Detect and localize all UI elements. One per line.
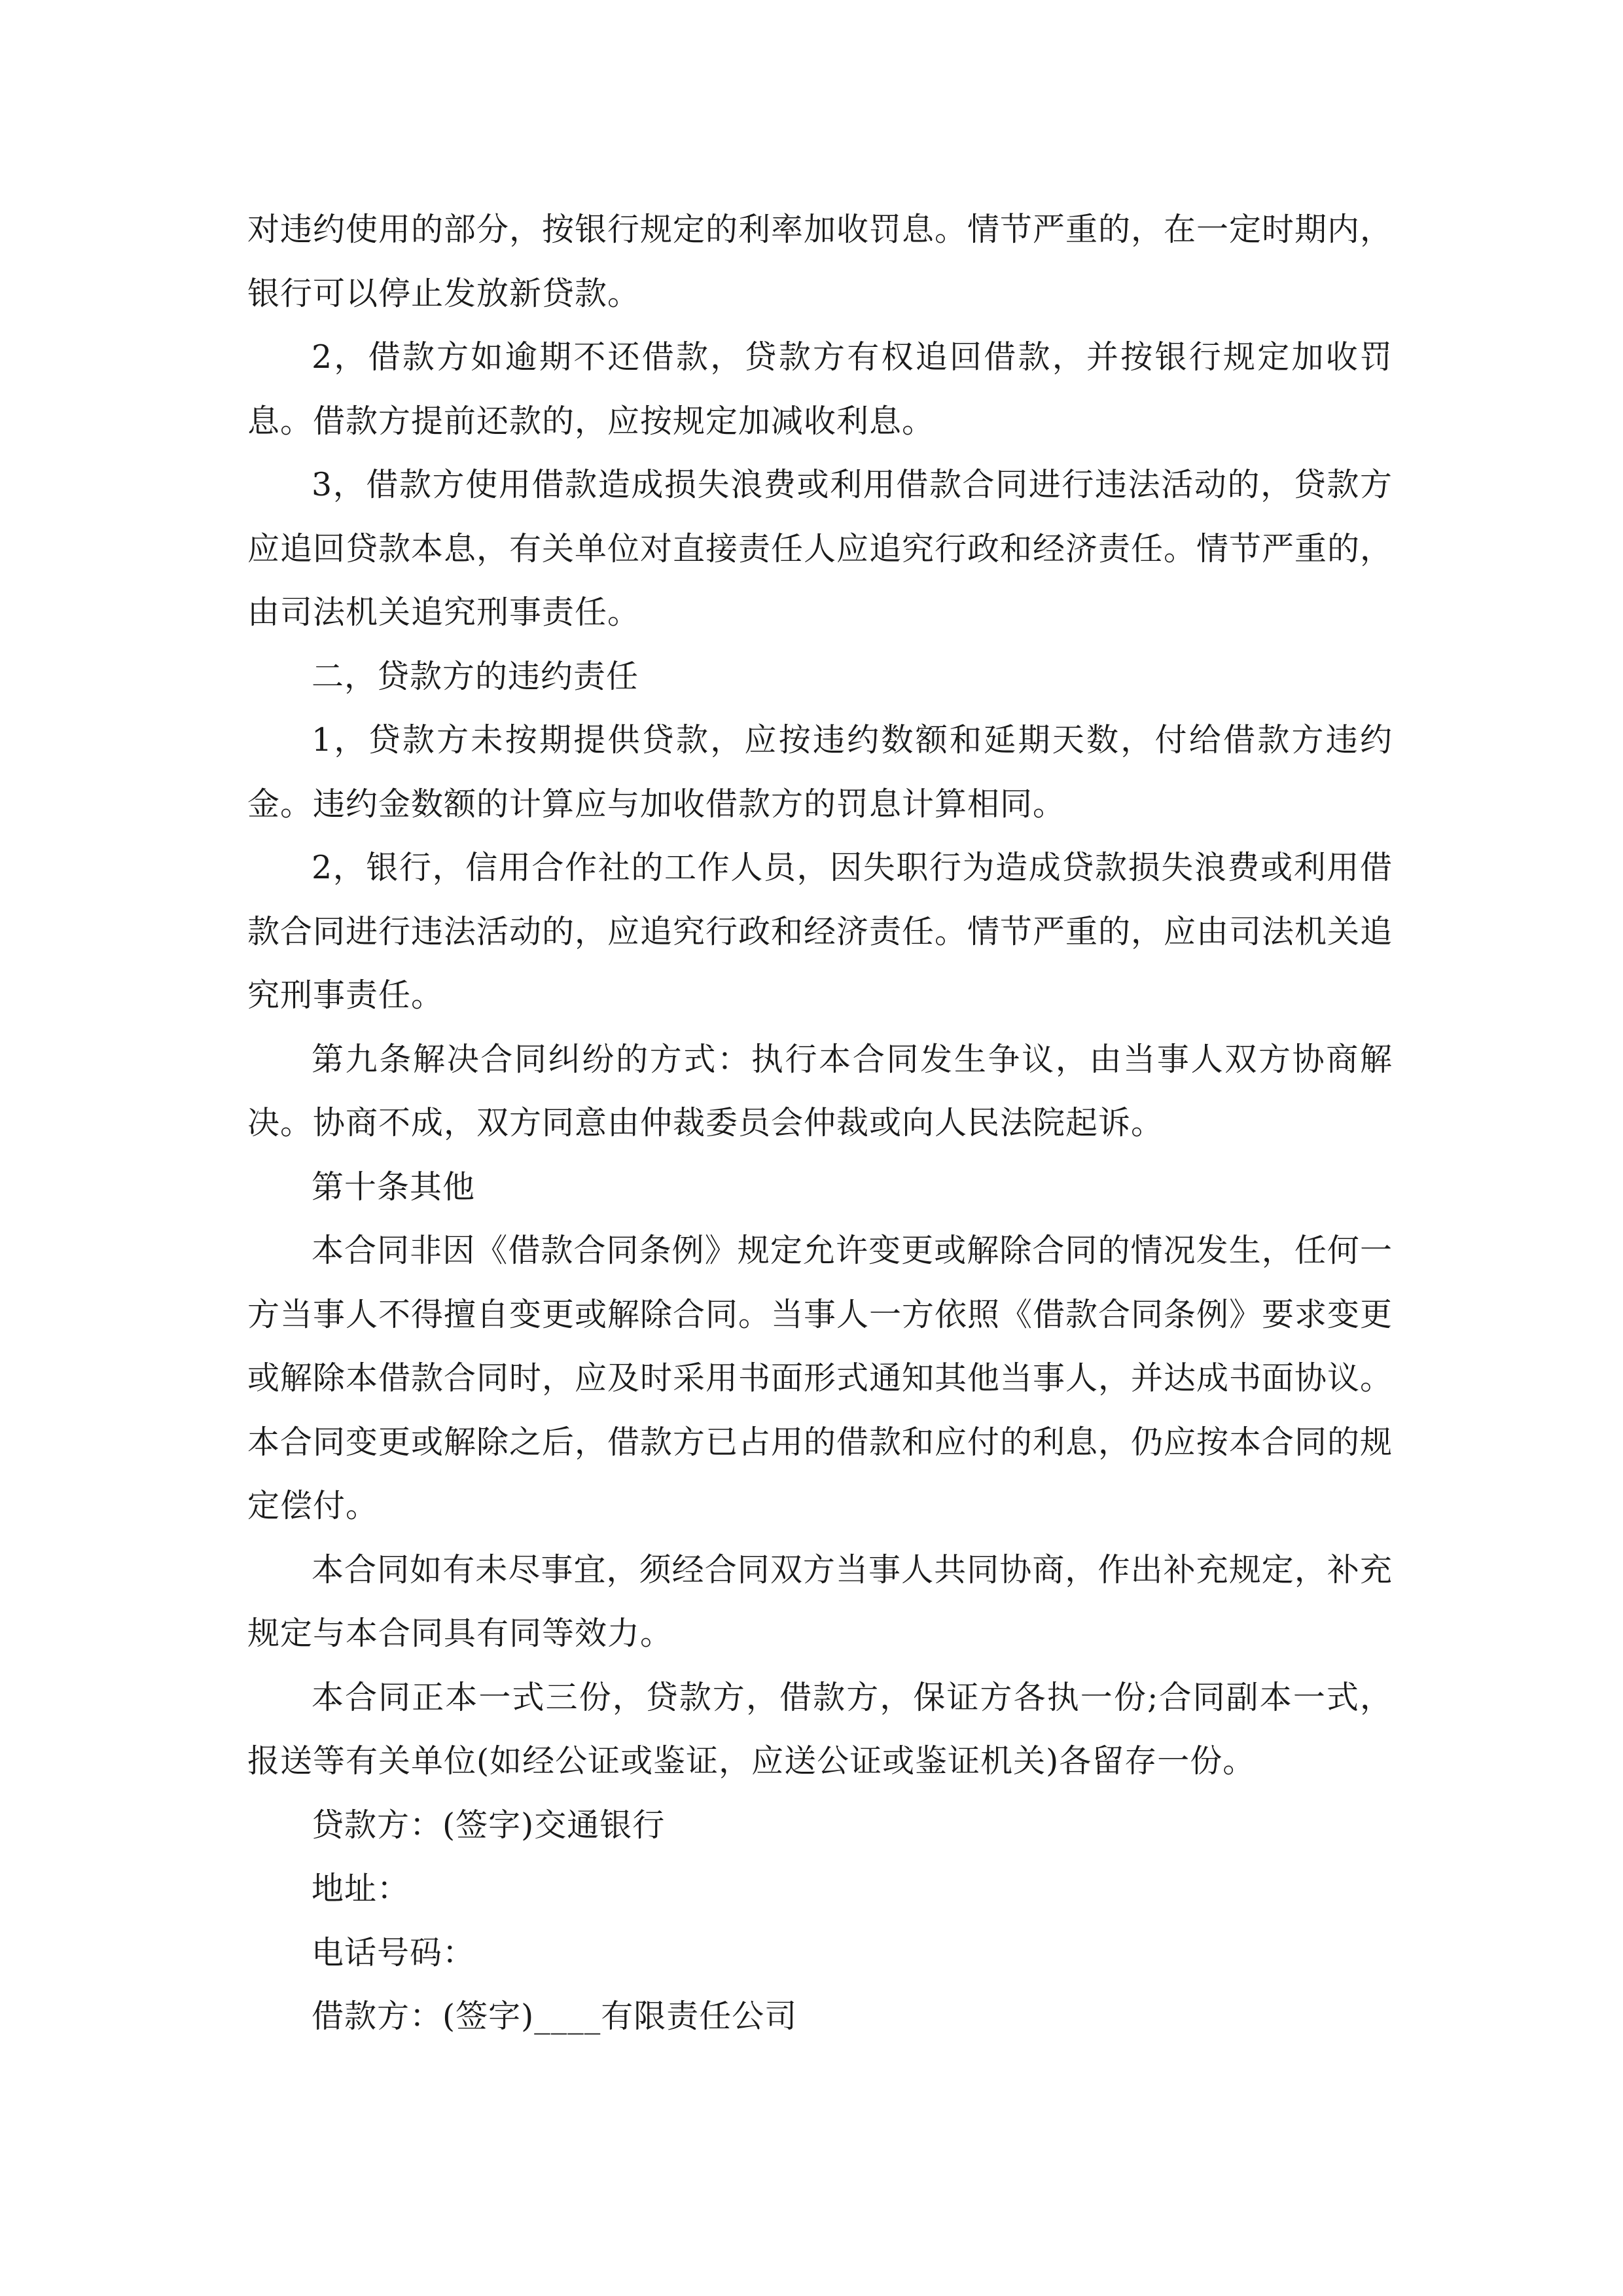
paragraph-copies: 本合同正本一式三份，贷款方，借款方，保证方各执一份;合同副本一式，报送等有关单位(如经公证或鉴证，应送公证或鉴证机关)各留存一份。: [247, 1678, 1393, 1780]
paragraph-staff-negligence: 2，银行，信用合作社的工作人员，因失职行为造成贷款损失浪费或利用借款合同进行违法活动的，应追究行政和经济责任。情节严重的，应由司法机关追究刑事责任。: [247, 849, 1393, 1014]
paragraph-article-nine-disputes: 第九条解决合同纠纷的方式：执行本合同发生争议，由当事人双方协商解决。协商不成，双方同意由仲裁委员会仲裁或向人民法院起诉。: [247, 1040, 1393, 1141]
section-heading-article-ten: 第十条其他: [312, 1168, 476, 1206]
document-body: [247, 198, 1393, 2049]
paragraph-contract-changes: 本合同非因《借款合同条例》规定允许变更或解除合同的情况发生，任何一方当事人不得擅自变更或解除合同。当事人一方依照《借款合同条例》要求变更或解除本借款合同时，应及时采用书面形式通知其他当事人，并达成书面协议。本合同变更或解除之后，借款方已占用的借款和应付的利息，仍应按本合同的规定偿付。: [247, 1232, 1393, 1524]
paragraph-loss-waste: 3，借款方使用借款造成损失浪费或利用借款合同进行违法活动的，贷款方应追回贷款本息，有关单位对直接责任人应追究行政和经济责任。情节严重的，由司法机关追究刑事责任。: [247, 466, 1393, 631]
paragraph-supplementary-terms: 本合同如有未尽事宜，须经合同双方当事人共同协商，作出补充规定，补充规定与本合同具有同等效力。: [247, 1551, 1393, 1652]
signature-borrower: 借款方：(签字)____有限责任公司: [312, 1998, 798, 2035]
signature-address: 地址：: [312, 1870, 410, 1907]
signature-lender: 贷款方：(签字)交通银行: [312, 1806, 666, 1844]
paragraph-lender-late-loan: 1，贷款方未按期提供贷款，应按违约数额和延期天数，付给借款方违约金。违约金数额的计算应与加收借款方的罚息计算相同。: [247, 721, 1393, 823]
signature-phone: 电话号码：: [312, 1933, 476, 1971]
paragraph-overdue-repayment: 2，借款方如逾期不还借款，贷款方有权追回借款，并按银行规定加收罚息。借款方提前还款的，应按规定加减收利息。: [247, 338, 1393, 440]
section-heading-lender-liability: 二，贷款方的违约责任: [312, 657, 639, 695]
paragraph-penalty-misuse: 对违约使用的部分，按银行规定的利率加收罚息。情节严重的，在一定时期内，银行可以停止发放新贷款。: [247, 211, 1393, 312]
